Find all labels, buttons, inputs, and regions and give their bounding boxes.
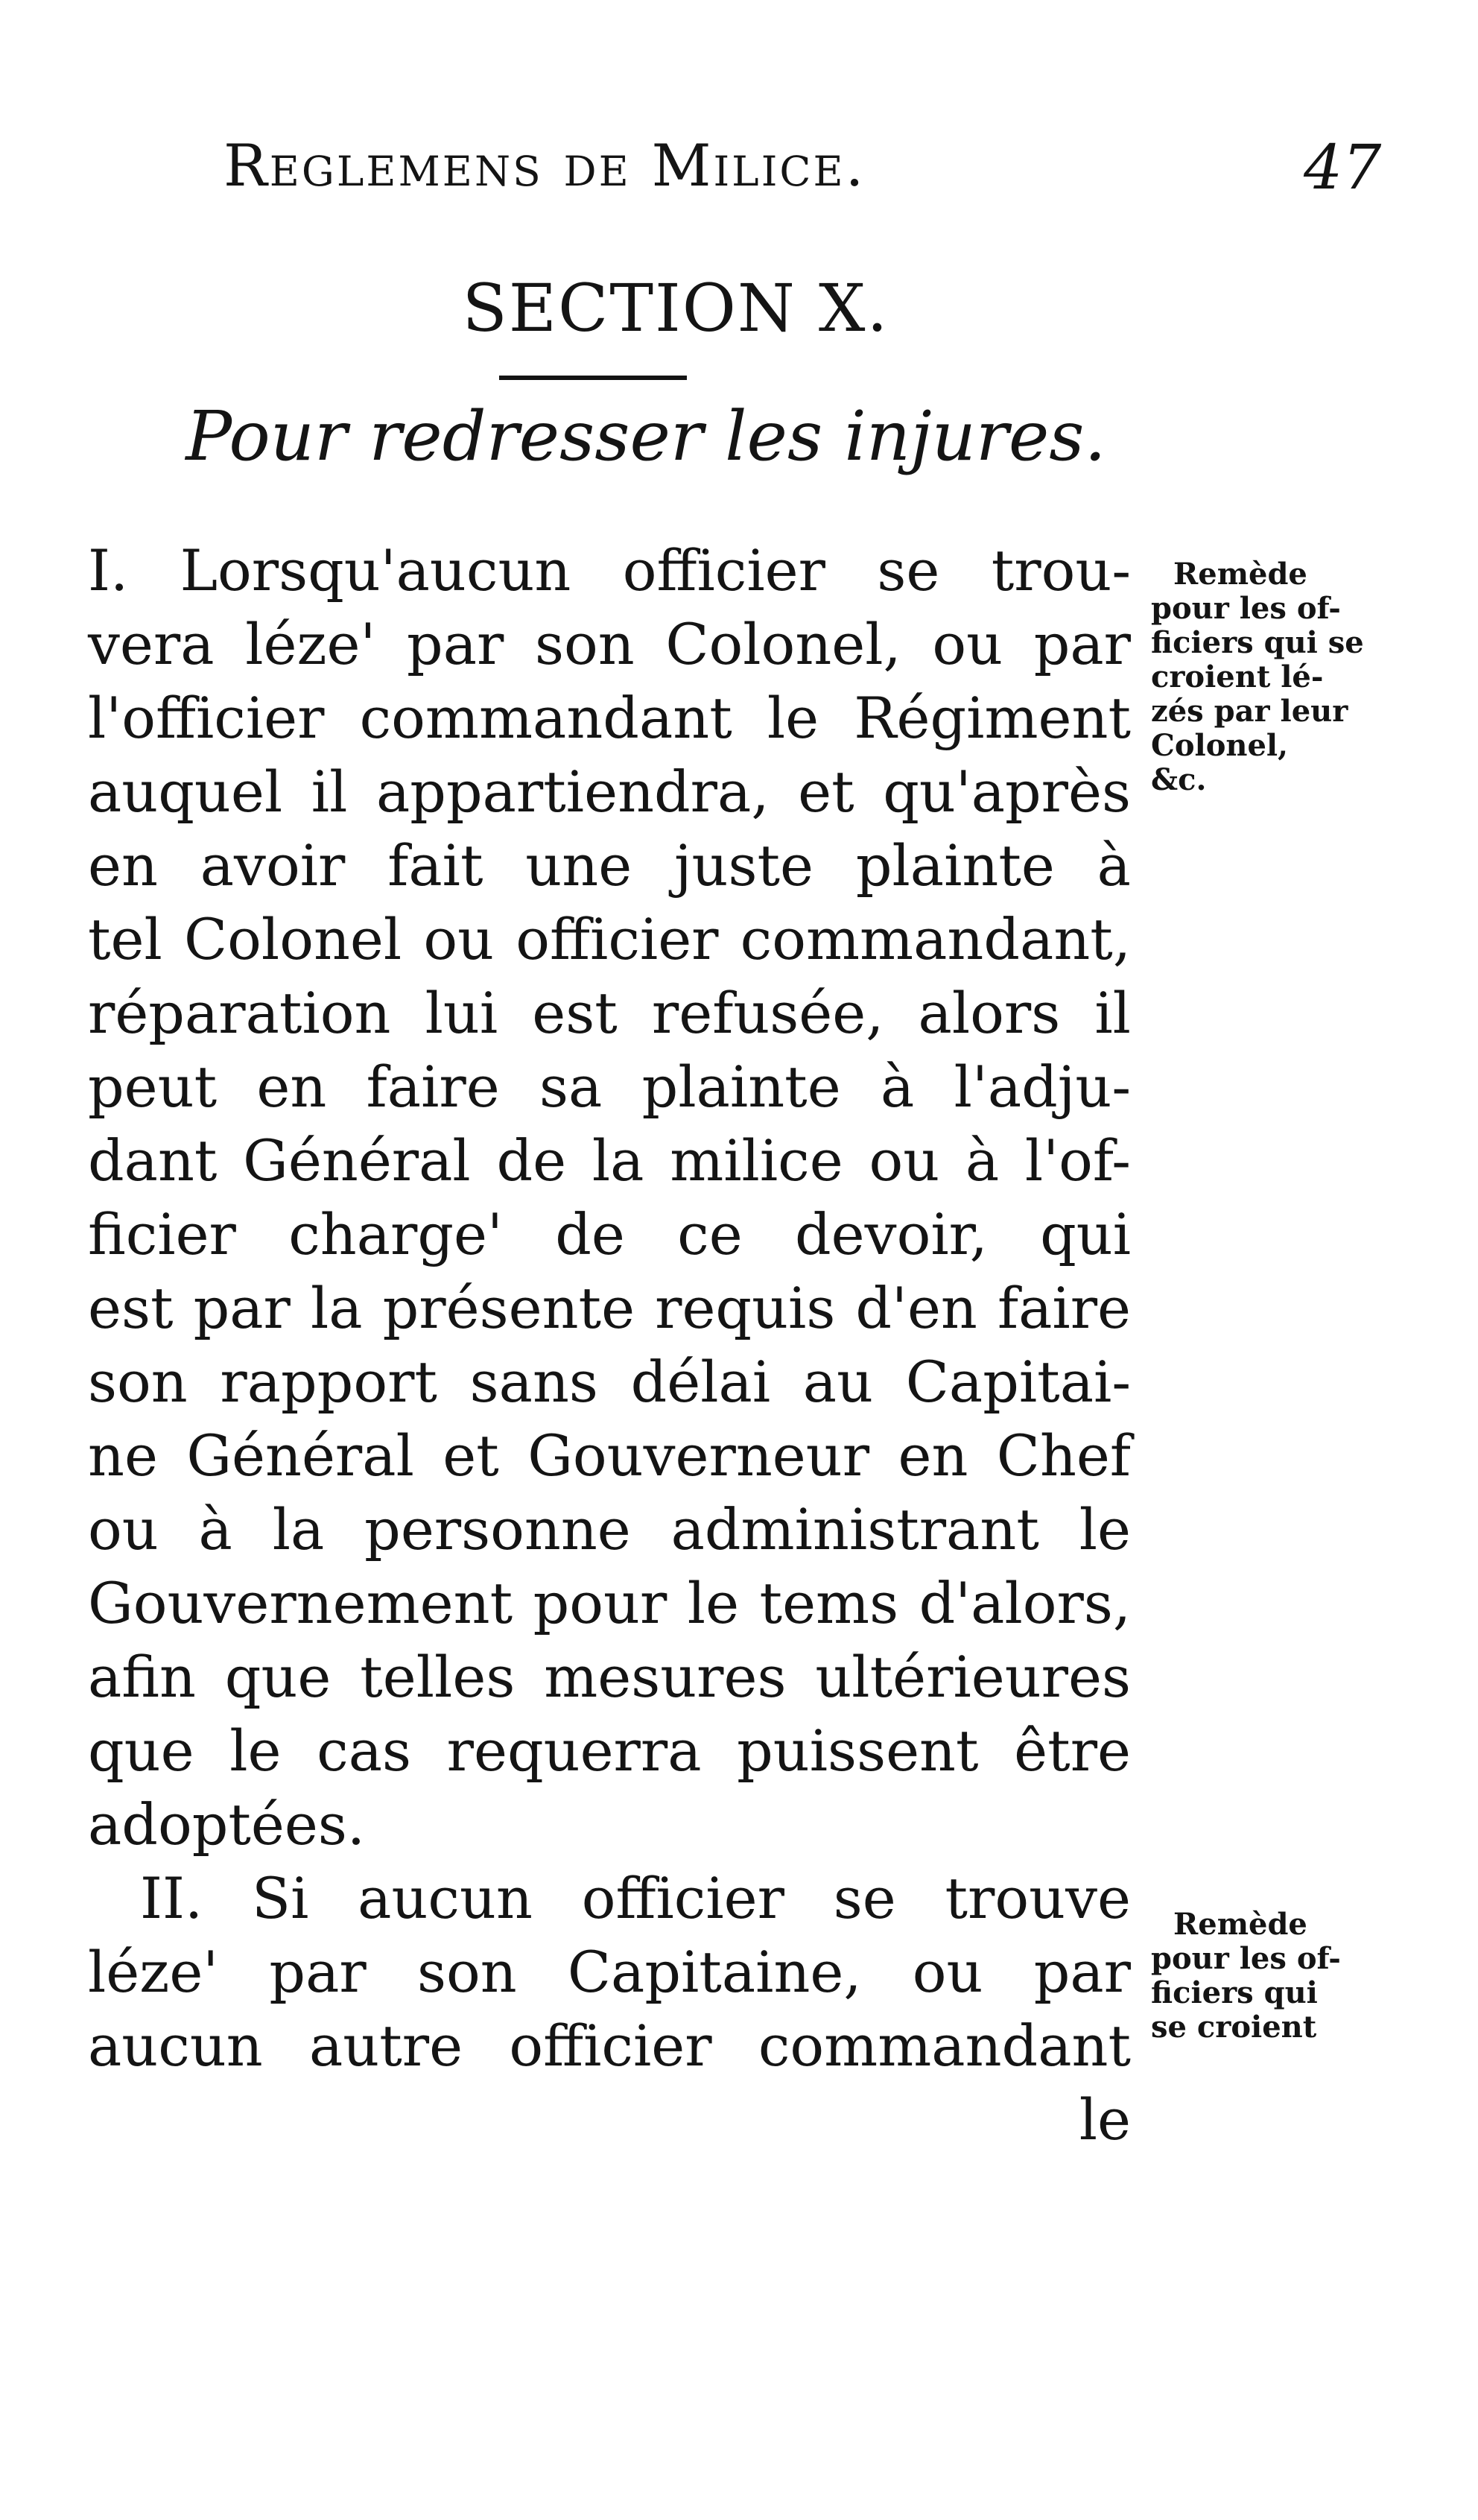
text-line: adoptées. xyxy=(88,1791,366,1858)
text-line: ficier charge' de ce devoir, qui xyxy=(88,1201,1131,1267)
text-line: ne Général et Gouverneur en Chef xyxy=(88,1422,1131,1489)
margin-note-line: zés par leur xyxy=(1151,694,1348,729)
margin-note-line: se croient xyxy=(1151,2010,1317,2045)
text-line: l'officier commandant le Régiment xyxy=(88,685,1131,751)
margin-note-line: ficiers qui xyxy=(1151,1975,1318,2010)
text-line: réparation lui est refusée, alors il xyxy=(88,980,1131,1046)
margin-note-line: pour les of- xyxy=(1151,1941,1341,1976)
heading-rule xyxy=(499,376,687,380)
text-line: aucun autre officier commandant xyxy=(88,2013,1131,2079)
text-line: ou à la personne administrant le xyxy=(88,1496,1131,1563)
margin-note-line: pour les of- xyxy=(1151,591,1341,626)
text-line: son rapport sans délai au Capitai- xyxy=(88,1349,1131,1415)
text-line: dant Général de la milice ou à l'of- xyxy=(88,1127,1131,1194)
margin-note-line: &c. xyxy=(1151,762,1207,797)
text-line: léze' par son Capitaine, ou par xyxy=(88,1939,1131,2005)
margin-note-2 xyxy=(1151,1908,1341,2045)
section-subtitle: Pour redresser les injures. xyxy=(185,396,1106,476)
text-line: Gouvernement pour le tems d'alors, xyxy=(88,1570,1131,1636)
margin-note-line: ficiers qui se xyxy=(1151,625,1364,660)
text-line: vera léze' par son Colonel, ou par xyxy=(88,611,1131,677)
margin-note-line: Remède xyxy=(1173,1907,1307,1942)
margin-note-line: Remède xyxy=(1173,557,1307,592)
running-head: Reglemens de Milice. xyxy=(223,133,866,200)
text-line: en avoir fait une juste plainte à xyxy=(88,832,1131,899)
margin-note-line: Colonel, xyxy=(1151,728,1289,763)
text-line: auquel il appartiendra, et qu'après xyxy=(88,759,1131,825)
text-line: que le cas requerra puissent être xyxy=(88,1718,1131,1784)
text-line: I. Lorsqu'aucun officier se trou- xyxy=(88,537,1131,604)
body-text xyxy=(88,534,1131,2156)
page-number: 47 xyxy=(1304,133,1382,203)
margin-note-line: croient lé- xyxy=(1151,659,1324,694)
text-line: est par la présente requis d'en faire xyxy=(88,1275,1131,1341)
catchword: le xyxy=(1079,2086,1131,2153)
text-line: afin que telles mesures ultérieures xyxy=(88,1644,1131,1710)
text-line: tel Colonel ou officier commandant, xyxy=(88,906,1131,972)
section-heading: SECTION X. xyxy=(462,270,889,346)
text-line: peut en faire sa plainte à l'adju- xyxy=(88,1054,1131,1120)
margin-note-1 xyxy=(1151,557,1364,797)
text-line: II. Si aucun officier se trouve xyxy=(140,1865,1131,1931)
